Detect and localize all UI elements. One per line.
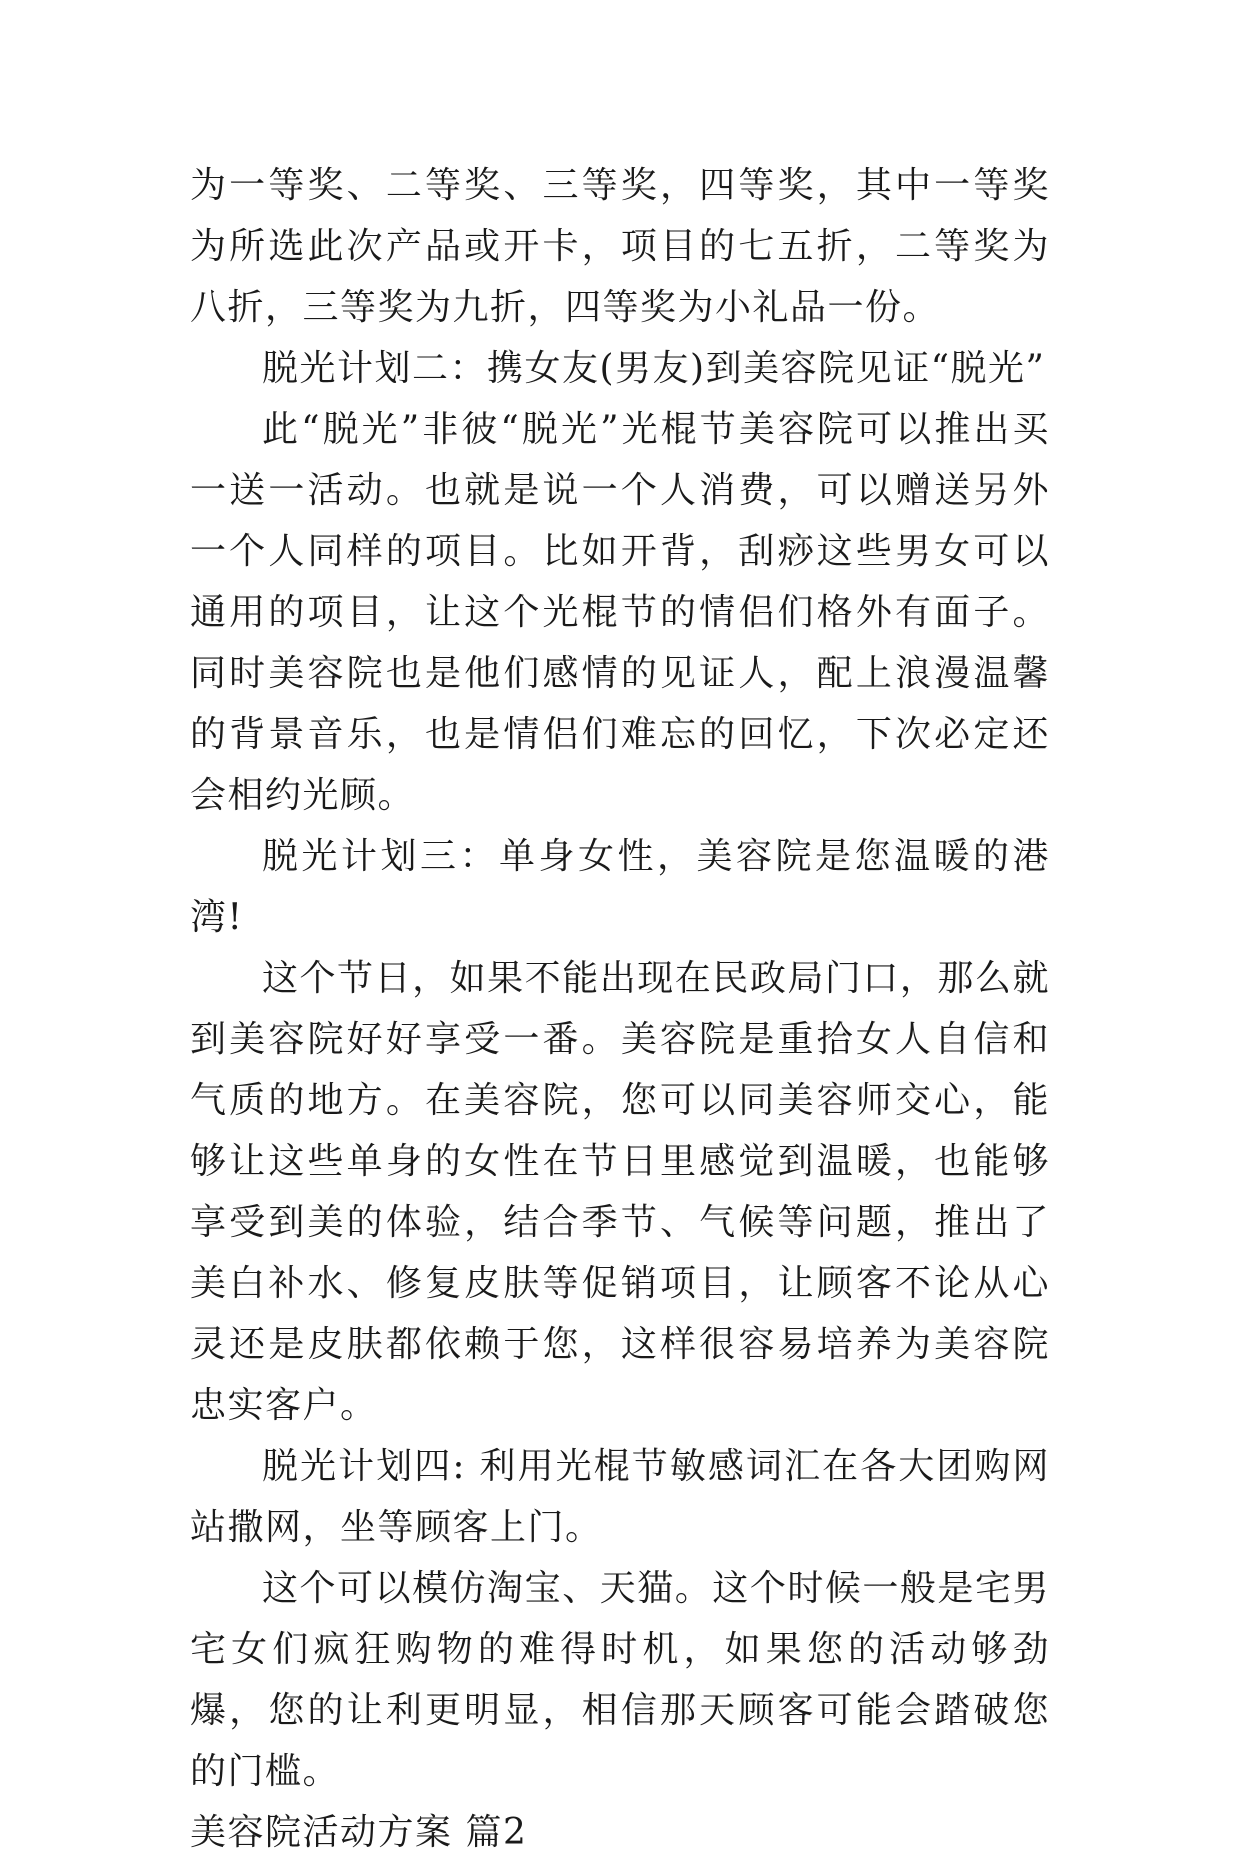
paragraph-plan-four-title: 脱光计划四: 利用光棍节敏感词汇在各大团购网站撒网，坐等顾客上门。 xyxy=(190,1446,1050,1548)
document-page xyxy=(190,155,1050,1863)
paragraph-prize-levels: 为一等奖、二等奖、三等奖，四等奖，其中一等奖为所选此次产品或开卡，项目的七五折，二等奖为八折，三等奖为九折，四等奖为小礼品一份。 xyxy=(190,165,1050,328)
paragraph-plan-three-body: 这个节日，如果不能出现在民政局门口，那么就到美容院好好享受一番。美容院是重拾女人自信和气质的地方。在美容院，您可以同美容师交心，能够让这些单身的女性在节日里感觉到温暖，也能够享受到美的体验，结合季节、气候等问题，推出了美白补水、修复皮肤等促销项目，让顾客不论从心灵还是皮肤都依赖于您，这样很容易培养为美容院忠实客户。 xyxy=(190,958,1050,1426)
paragraph-plan-three-title: 脱光计划三：单身女性，美容院是您温暖的港湾! xyxy=(190,836,1050,938)
section-heading: 美容院活动方案 篇2 xyxy=(190,1812,528,1853)
paragraph-plan-two-body: 此“脱光”非彼“脱光”光棍节美容院可以推出买一送一活动。也就是说一个人消费，可以赠送另外一个人同样的项目。比如开背，刮痧这些男女可以通用的项目，让这个光棍节的情侣们格外有面子。同时美容院也是他们感情的见证人，配上浪漫温馨的背景音乐，也是情侣们难忘的回忆，下次必定还会相约光顾。 xyxy=(190,409,1050,816)
paragraph-plan-four-body: 这个可以模仿淘宝、天猫。这个时候一般是宅男宅女们疯狂购物的难得时机，如果您的活动够劲爆，您的让利更明显，相信那天顾客可能会踏破您的门槛。 xyxy=(190,1568,1050,1792)
paragraph-plan-two-title: 脱光计划二：携女友(男友)到美容院见证“脱光” xyxy=(262,348,1046,389)
